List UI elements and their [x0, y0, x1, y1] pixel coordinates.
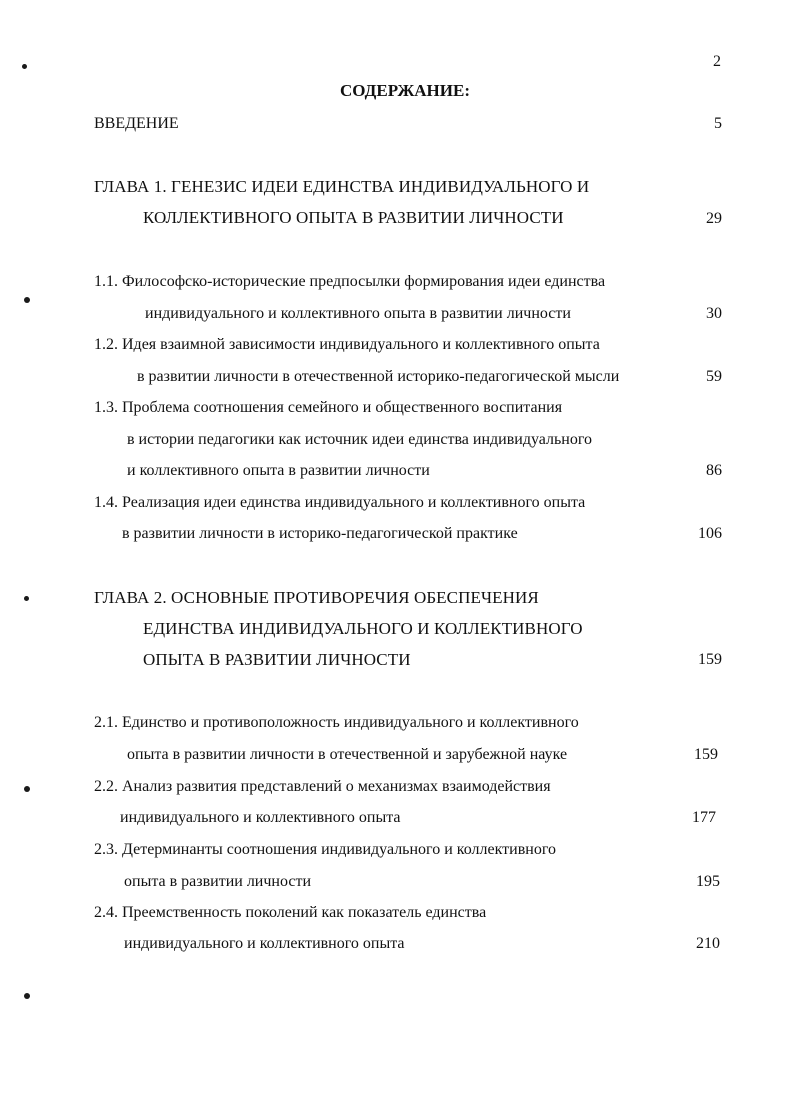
toc-section-2-2-line1: 2.2. Анализ развития представлений о механизмах взаимодействия — [94, 778, 551, 795]
toc-section-1-3-line2: в истории педагогики как источник идеи единства индивидуального — [127, 431, 593, 448]
toc-section-1-1-line1: 1.1. Философско-исторические предпосылки формирования идеи единства — [94, 273, 606, 290]
toc-section-2-3-line1: 2.3. Детерминанты соотношения индивидуального и коллективного — [94, 841, 556, 858]
toc-section-1-1-page: 30 — [706, 305, 722, 322]
toc-section-1-2-page: 59 — [706, 368, 722, 385]
page-title: СОДЕРЖАНИЕ: — [340, 81, 471, 100]
toc-section-1-4-page: 106 — [698, 525, 722, 542]
toc-chapter2-page: 159 — [698, 651, 722, 668]
toc-section-2-2-page: 177 — [692, 809, 716, 826]
toc-section-2-4-line1: 2.4. Преемственность поколений как показатель единства — [94, 904, 487, 921]
scan-dot — [24, 786, 30, 792]
toc-chapter1-title-line2: КОЛЛЕКТИВНОГО ОПЫТА В РАЗВИТИИ ЛИЧНОСТИ — [143, 208, 564, 227]
scan-dot — [24, 993, 30, 999]
toc-section-1-3-line3: и коллективного опыта в развитии личности — [127, 462, 430, 479]
scan-dot — [24, 596, 29, 601]
toc-section-2-4-page: 210 — [696, 935, 720, 952]
toc-section-1-3-line1: 1.3. Проблема соотношения семейного и общественного воспитания — [94, 399, 563, 416]
toc-section-2-3-line2: опыта в развитии личности — [124, 873, 312, 890]
toc-section-1-2-line2: в развитии личности в отечественной историко-педагогической мысли — [137, 368, 620, 385]
toc-chapter1-page: 29 — [706, 210, 722, 227]
toc-section-1-2-line1: 1.2. Идея взаимной зависимости индивидуального и коллективного опыта — [94, 336, 600, 353]
toc-section-2-1-line1: 2.1. Единство и противоположность индивидуального и коллективного — [94, 714, 579, 731]
toc-intro-label: ВВЕДЕНИЕ — [94, 115, 179, 132]
toc-chapter2-title-line1: ГЛАВА 2. ОСНОВНЫЕ ПРОТИВОРЕЧИЯ ОБЕСПЕЧЕНИЯ — [94, 588, 539, 607]
toc-section-1-4-line2: в развитии личности в историко-педагогической практике — [122, 525, 518, 542]
toc-chapter1-title-line1: ГЛАВА 1. ГЕНЕЗИС ИДЕИ ЕДИНСТВА ИНДИВИДУАЛЬНОГО И — [94, 177, 590, 196]
scan-dot — [24, 297, 30, 303]
toc-section-2-4-line2: индивидуального и коллективного опыта — [124, 935, 405, 952]
toc-intro-page: 5 — [714, 115, 722, 132]
toc-chapter2-title-line3: ОПЫТА В РАЗВИТИИ ЛИЧНОСТИ — [143, 650, 411, 669]
toc-section-2-3-page: 195 — [696, 873, 720, 890]
toc-section-2-1-line2: опыта в развитии личности в отечественной и зарубежной науке — [127, 746, 568, 763]
toc-chapter2-title-line2: ЕДИНСТВА ИНДИВИДУАЛЬНОГО И КОЛЛЕКТИВНОГО — [143, 619, 583, 638]
toc-section-2-1-page: 159 — [694, 746, 718, 763]
scan-dot — [22, 64, 27, 69]
toc-section-2-2-line2: индивидуального и коллективного опыта — [120, 809, 401, 826]
toc-section-1-3-page: 86 — [706, 462, 722, 479]
page-number: 2 — [713, 53, 721, 70]
toc-section-1-1-line2: индивидуального и коллективного опыта в развитии личности — [145, 305, 571, 322]
toc-section-1-4-line1: 1.4. Реализация идеи единства индивидуального и коллективного опыта — [94, 494, 586, 511]
